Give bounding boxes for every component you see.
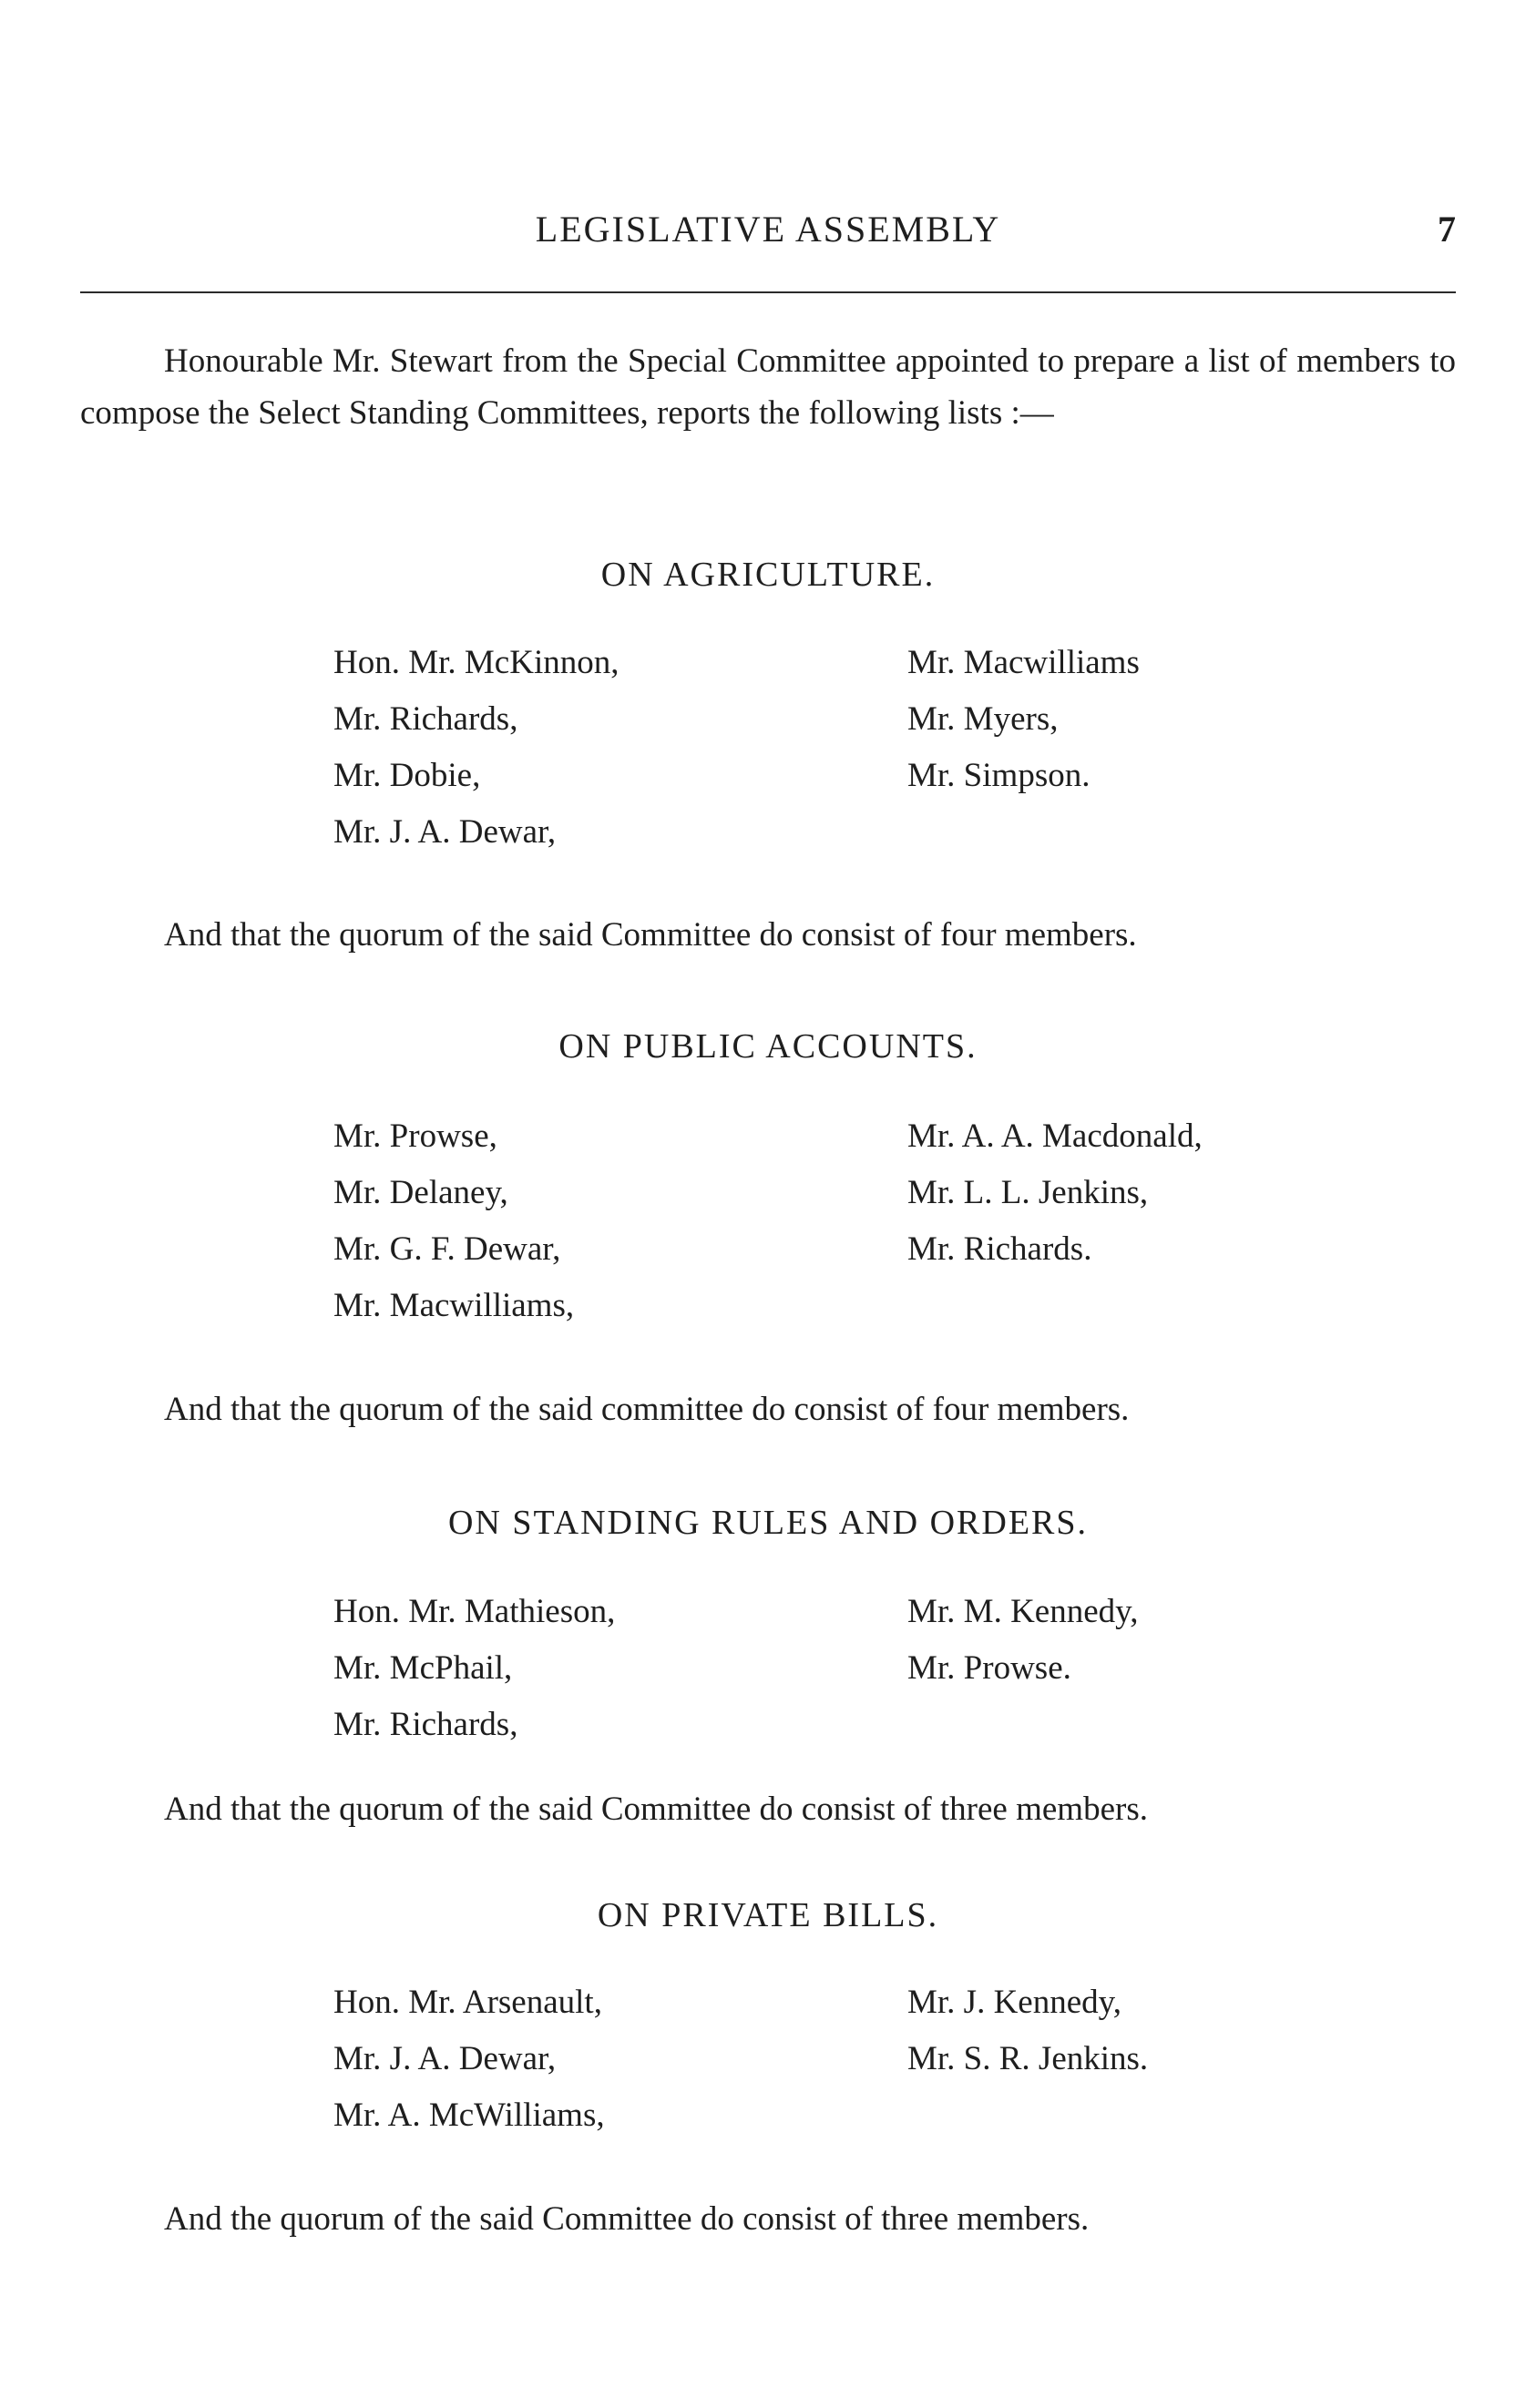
member-name: Mr. S. R. Jenkins.	[907, 2040, 1149, 2077]
agriculture-members-right	[907, 635, 1140, 804]
page-number: 7	[1438, 209, 1456, 250]
intro-paragraph: Honourable Mr. Stewart from the Special Committee appointed to prepare a list of members to compose the Select Standing Committees, reports the following lists :—	[80, 342, 1456, 432]
quorum-statement-private-bills: And the quorum of the said Committee do consist of three members.	[164, 2200, 1090, 2238]
running-header-title: LEGISLATIVE ASSEMBLY	[535, 209, 1001, 250]
public-accounts-members-left	[333, 1108, 574, 1334]
section-heading-private-bills: ON PRIVATE BILLS.	[597, 1896, 939, 1934]
standing-rules-members-left	[333, 1584, 615, 1753]
member-name: Mr. M. Kennedy,	[907, 1593, 1139, 1630]
member-name: Mr. Richards.	[907, 1230, 1092, 1268]
member-name: Mr. Prowse.	[907, 1649, 1071, 1687]
member-name: Mr. Prowse,	[333, 1117, 497, 1155]
member-name: Mr. J. A. Dewar,	[333, 813, 557, 851]
agriculture-members-left	[333, 635, 619, 861]
member-name: Mr. Richards,	[333, 1706, 518, 1743]
member-name: Mr. L. L. Jenkins,	[907, 1174, 1149, 1211]
member-name: Mr. Simpson.	[907, 757, 1091, 794]
private-bills-members-left	[333, 1974, 605, 2144]
member-name: Mr. J. A. Dewar,	[333, 2040, 557, 2077]
quorum-statement-standing-rules: And that the quorum of the said Committee do consist of three members.	[164, 1791, 1148, 1828]
member-name: Mr. Myers,	[907, 700, 1059, 738]
section-heading-public-accounts: ON PUBLIC ACCOUNTS.	[558, 1027, 978, 1066]
member-name: Mr. G. F. Dewar,	[333, 1230, 561, 1268]
member-name: Mr. Delaney,	[333, 1174, 508, 1211]
member-name: Mr. A. A. Macdonald,	[907, 1117, 1203, 1155]
section-heading-standing-rules: ON STANDING RULES AND ORDERS.	[447, 1504, 1089, 1542]
section-heading-agriculture: ON AGRICULTURE.	[600, 556, 936, 594]
public-accounts-members-right	[907, 1108, 1203, 1278]
member-name: Mr. McPhail,	[333, 1649, 513, 1687]
member-name: Mr. Richards,	[333, 700, 518, 738]
member-name: Hon. Mr. McKinnon,	[333, 644, 620, 681]
member-name: Mr. Dobie,	[333, 757, 481, 794]
quorum-statement-agriculture: And that the quorum of the said Committee do consist of four members.	[164, 916, 1137, 954]
standing-rules-members-right	[907, 1584, 1139, 1697]
member-name: Mr. Macwilliams	[907, 644, 1140, 681]
member-name: Mr. Macwilliams,	[333, 1287, 575, 1324]
quorum-statement-public-accounts: And that the quorum of the said committee do consist of four members.	[164, 1391, 1130, 1428]
member-name: Hon. Mr. Mathieson,	[333, 1593, 616, 1630]
member-name: Mr. A. McWilliams,	[333, 2097, 605, 2134]
member-name: Hon. Mr. Arsenault,	[333, 1984, 602, 2021]
private-bills-members-right	[907, 1974, 1148, 2087]
member-name: Mr. J. Kennedy,	[907, 1984, 1121, 2021]
header-rule	[80, 291, 1456, 293]
